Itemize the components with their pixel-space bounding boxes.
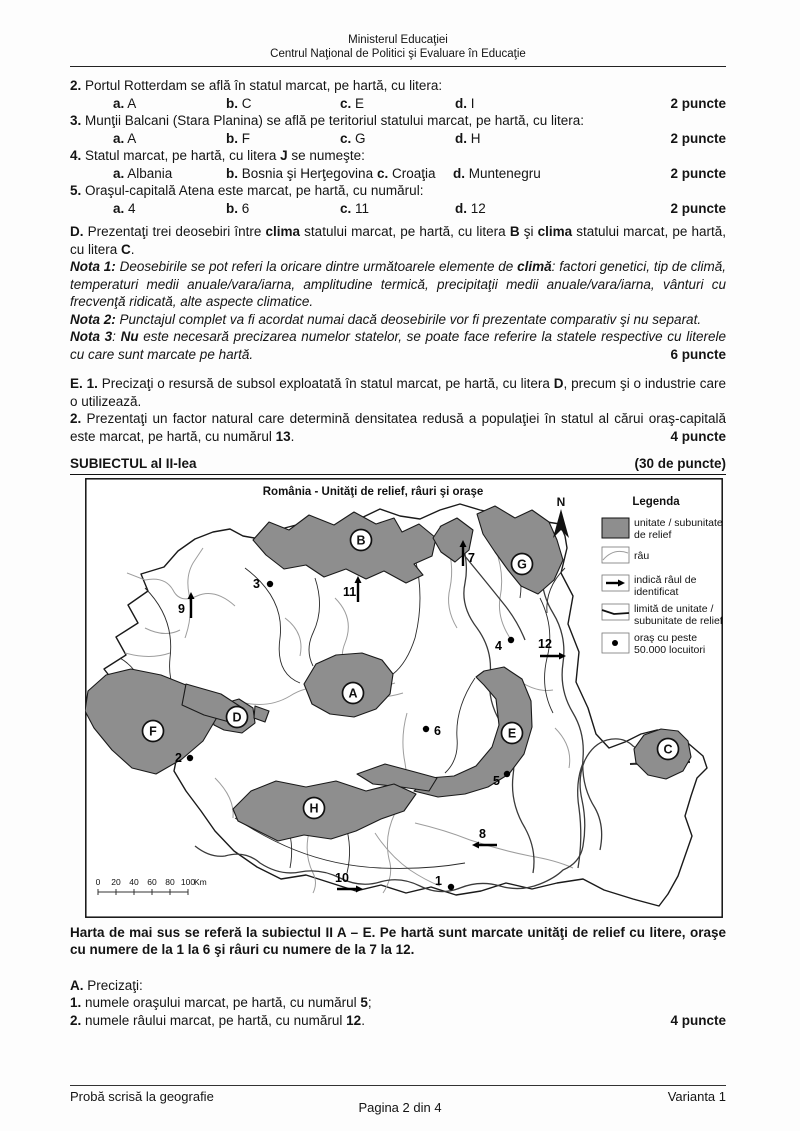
answer-options-row	[70, 165, 726, 183]
points-label: 2 puncte	[670, 165, 726, 181]
svg-text:unitate / subunitate: unitate / subunitate	[634, 516, 723, 529]
svg-text:7: 7	[468, 550, 475, 565]
question-2: 2. Portul Rotterdam se află în statul marcat, pe hartă, cu litera:	[70, 78, 443, 93]
svg-text:oraş cu peste: oraş cu peste	[634, 631, 698, 644]
option-b: b. 6	[226, 200, 250, 216]
svg-text:3: 3	[253, 576, 260, 591]
svg-text:9: 9	[178, 601, 185, 616]
task-d: D. Prezentaţi trei deosebiri între clima statului marcat, pe hartă, cu litera B şi clima statului marcat, pe hartă, cu litera C.	[70, 224, 726, 257]
points-label: 2 puncte	[670, 130, 726, 146]
svg-text:100: 100	[180, 876, 196, 887]
task-a-1: 1. numele oraşului marcat, pe hartă, cu numărul 5;	[70, 995, 372, 1010]
svg-text:de relief: de relief	[634, 528, 672, 541]
task-a: A. Precizaţi:	[70, 977, 143, 993]
svg-text:40: 40	[129, 876, 139, 887]
svg-text:N: N	[556, 494, 566, 509]
option-d: d. H	[455, 130, 481, 146]
task-e-1: E. 1. Precizaţi o resursă de subsol exploatată în statul marcat, pe hartă, cu litera D, precum şi o industrie care o utilizează.	[70, 376, 726, 409]
legend-title: Legenda	[632, 495, 680, 508]
task-e-2: 2. Prezentaţi un factor natural care determină densitatea redusă a populaţiei în statul al cărui oraş-capitală este marcat, pe hartă, cu numărul 13.	[70, 411, 726, 444]
document-header	[70, 33, 726, 67]
ministry-name: Ministerul Educaţiei	[348, 34, 448, 46]
relief-letter-A	[343, 682, 364, 703]
task-d-nota1: Nota 1: Deosebirile se pot referi la oricare dintre următoarele elemente de climă: factori genetici, tip de climă, temperaturi medii anuale/vara/iarna, amplitudine termică, precipitaţii medii anuale/vara/iarna, vânturi cu frecvenţă ridicată, alte aspecte climatice.	[70, 259, 727, 309]
relief-letter-C	[658, 738, 679, 759]
task-d-nota2: Nota 2: Punctajul complet va fi acordat numai dacă deosebirile vor fi prezentate comparativ şi nu separat.	[70, 311, 702, 327]
svg-text:80: 80	[165, 876, 175, 887]
option-c: c. G	[340, 130, 366, 146]
document-body	[70, 77, 726, 1029]
map-title: România - Unităţi de relief, râuri şi oraşe	[262, 485, 484, 498]
task-a-2: 2. numele râului marcat, pe hartă, cu numărul 12.	[70, 1012, 365, 1028]
option-d: d. Muntenegru	[453, 165, 541, 181]
legend-item-river	[602, 547, 649, 563]
legend-item-city	[602, 632, 705, 656]
option-b: b. C	[226, 95, 252, 111]
option-a: a. Albania	[113, 165, 173, 181]
svg-text:F: F	[149, 724, 157, 738]
footer-variant: Varianta 1	[667, 1089, 726, 1104]
option-d: d. 12	[455, 200, 486, 216]
svg-text:limită de unitate /: limită de unitate /	[634, 602, 714, 615]
map-caption: Harta de mai sus se referă la subiectul II A – E. Pe hartă sunt marcate unităţi de relief cu litere, oraşe cu numere de la 1 la 6 şi râuri cu numere de la 7 la 12.	[70, 924, 726, 957]
svg-text:2: 2	[175, 750, 182, 765]
option-b: b. F	[226, 130, 250, 146]
svg-text:H: H	[309, 801, 319, 815]
section-points: (30 de puncte)	[634, 456, 726, 471]
svg-text:râu: râu	[634, 549, 650, 562]
romania-relief-map	[85, 478, 723, 918]
svg-text:A: A	[348, 686, 358, 700]
relief-letter-B	[351, 529, 372, 550]
option-a: a. A	[113, 130, 137, 146]
svg-text:B: B	[356, 533, 366, 547]
svg-text:8: 8	[479, 826, 486, 841]
svg-text:50.000 locuitori: 50.000 locuitori	[634, 643, 706, 656]
svg-text:identificat: identificat	[634, 585, 679, 598]
answer-options-row	[70, 95, 726, 113]
svg-text:C: C	[663, 742, 673, 756]
footer-exam-type: Probă scrisă la geografie	[70, 1089, 214, 1104]
section-title: SUBIECTUL al II-lea	[70, 456, 197, 471]
relief-letter-E	[502, 722, 523, 743]
svg-text:20: 20	[111, 876, 121, 887]
svg-text:60: 60	[147, 876, 157, 887]
svg-text:6: 6	[434, 723, 441, 738]
svg-text:indică râul de: indică râul de	[634, 573, 697, 586]
svg-text:5: 5	[493, 773, 500, 788]
answer-options-row	[70, 130, 726, 148]
footer-page-number: Pagina 2 din 4	[358, 1100, 442, 1115]
option-a: a. A	[113, 95, 137, 111]
points-label: 4 puncte	[670, 428, 726, 444]
option-c: c. Croaţia	[377, 165, 436, 181]
relief-letter-F	[143, 720, 164, 741]
answer-options-row	[70, 200, 726, 218]
svg-text:D: D	[232, 710, 242, 724]
points-label: 2 puncte	[670, 95, 726, 111]
svg-text:0: 0	[95, 876, 101, 887]
svg-text:G: G	[517, 557, 527, 571]
question-4: 4. Statul marcat, pe hartă, cu litera J se numeşte:	[70, 148, 365, 163]
option-a: a. 4	[113, 200, 136, 216]
svg-text:4: 4	[495, 638, 502, 653]
svg-text:Km: Km	[194, 876, 207, 887]
option-c: c. 11	[340, 200, 370, 216]
points-label: 6 puncte	[670, 346, 726, 362]
svg-text:12: 12	[538, 636, 552, 651]
option-d: d. I	[455, 95, 475, 111]
relief-letter-H	[304, 797, 325, 818]
option-c: c. E	[340, 95, 365, 111]
option-b: b. Bosnia şi Herţegovina	[226, 165, 374, 181]
center-name: Centrul Naţional de Politici şi Evaluare în Educaţie	[270, 48, 526, 60]
question-3: 3. Munţii Balcani (Stara Planina) se află pe teritoriul statului marcat, pe hartă, cu litera:	[70, 113, 585, 128]
svg-text:E: E	[507, 726, 517, 740]
relief-letter-G	[512, 553, 533, 574]
points-label: 2 puncte	[670, 200, 726, 216]
svg-text:10: 10	[335, 870, 349, 885]
task-d-nota3: Nota 3: Nu este necesară precizarea numelor statelor, se poate face referire la statele respective cu literele cu care sunt marcate pe hartă.	[70, 329, 726, 362]
relief-letter-D	[227, 706, 248, 727]
section-heading	[70, 455, 726, 475]
footer-rule	[70, 1085, 726, 1086]
svg-text:subunitate de relief: subunitate de relief	[634, 614, 723, 627]
points-label: 4 puncte	[670, 1012, 726, 1028]
question-5: 5. Oraşul-capitală Atena este marcat, pe hartă, cu numărul:	[70, 183, 424, 198]
svg-text:1: 1	[435, 873, 442, 888]
svg-text:11: 11	[343, 584, 357, 599]
